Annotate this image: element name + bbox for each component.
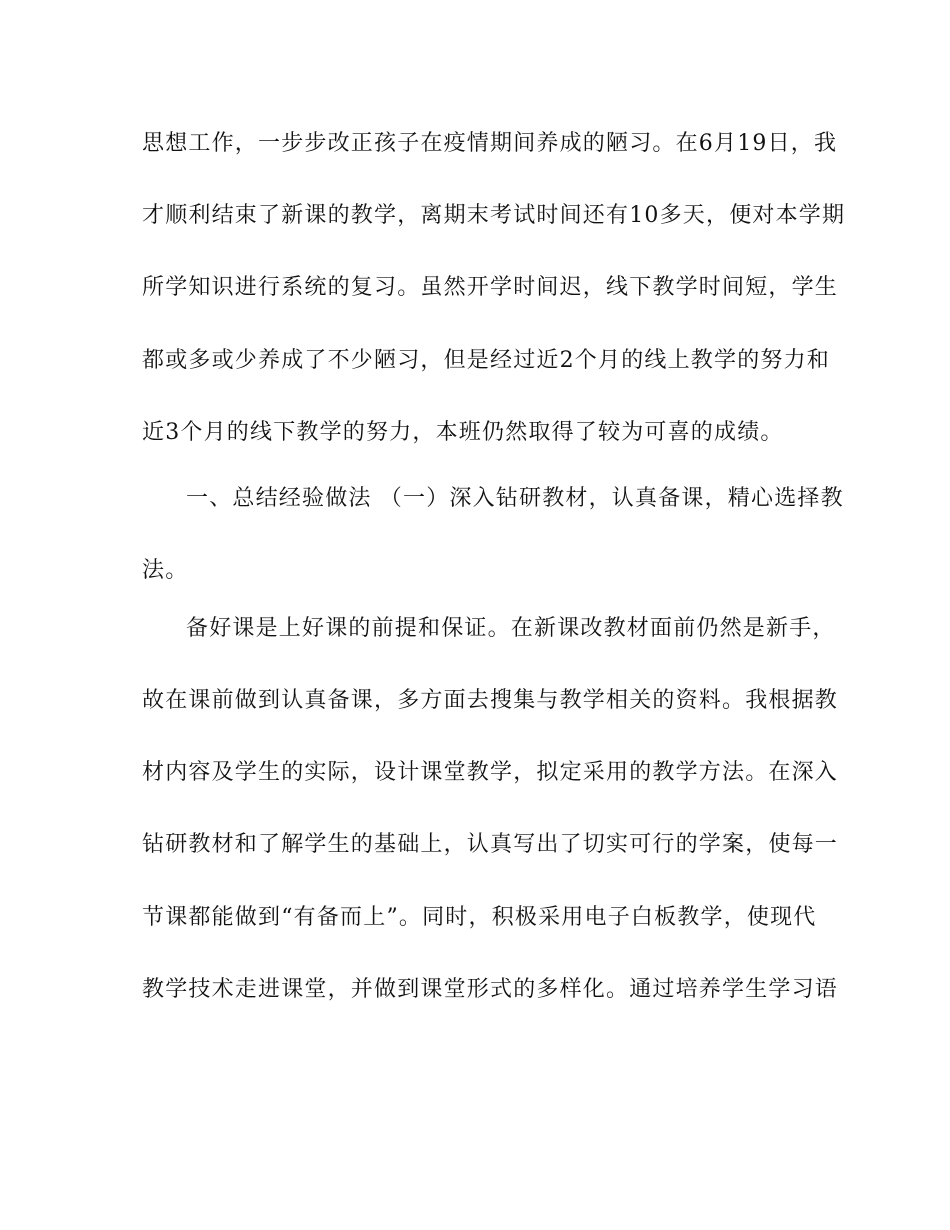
text-line-5: 近3个月的线下教学的努力，本班仍然取得了较为可喜的成绩。 [142,420,784,445]
paragraph-start-line: 备好课是上好课的前提和保证。在新课改教材面前仍然是新手， [186,616,836,641]
text-line-12: 节课都能做到“有备而上”。同时，积极采用电子白板教学，使现代 [142,905,817,930]
text-line-1: 思想工作，一步步改正孩子在疫情期间养成的陋习。在6月19日，我 [142,131,838,156]
text-line-9: 故在课前做到认真备课，多方面去搜集与教学相关的资料。我根据教 [142,688,839,713]
text-line-10: 材内容及学生的实际，设计课堂教学，拟定采用的教学方法。在深入 [142,760,839,785]
text-line-7: 法。 [142,558,189,583]
section-heading: 一、总结经验做法 （一）深入钻研教材，认真备课，精心选择教 [186,486,844,511]
text-line-3: 所学知识进行系统的复习。虽然开学时间迟，线下教学时间短，学生 [142,275,839,300]
text-line-2: 才顺利结束了新课的教学，离期末考试时间还有10多天，便对本学期 [142,203,846,228]
text-line-13: 教学技术走进课堂，并做到课堂形式的多样化。通过培养学生学习语 [142,977,839,1002]
text-line-11: 钻研教材和了解学生的基础上，认真写出了切实可行的学案，使每一 [142,832,839,857]
text-line-4: 都或多或少养成了不少陋习，但是经过近2个月的线上教学的努力和 [142,348,830,373]
